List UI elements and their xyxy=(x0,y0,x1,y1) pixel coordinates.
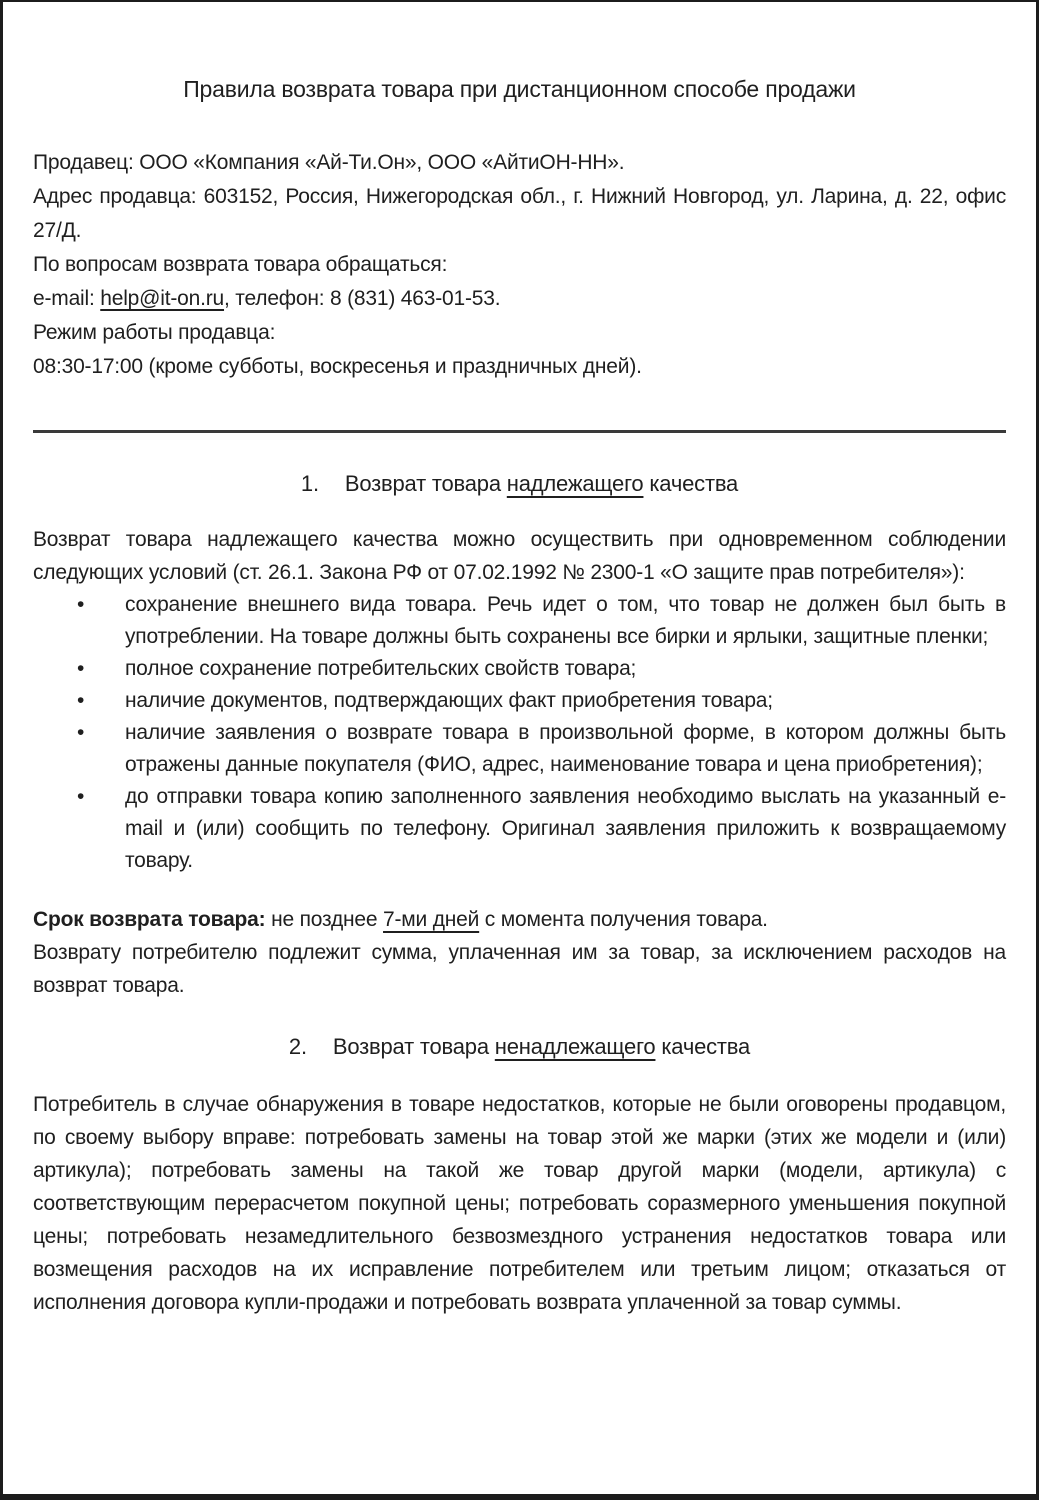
section1-number: 1. xyxy=(300,471,319,496)
section2-title-post: качества xyxy=(655,1034,751,1059)
refund-note-paragraph: Возврату потребителю подлежит сумма, уплаченная им за товар, за исключением расходов на возврат товара. xyxy=(33,941,1006,997)
list-item xyxy=(33,781,1006,877)
phone-text: , телефон: 8 (831) 463-01-53. xyxy=(224,287,501,310)
page-title: Правила возврата товара при дистанционном способе продажи xyxy=(183,76,856,102)
deadline-underlined: 7-ми дней xyxy=(383,908,480,931)
conditions-list xyxy=(33,589,1006,877)
bullet-icon: • xyxy=(77,785,85,808)
bullet-icon: • xyxy=(77,721,85,744)
list-item-text: наличие документов, подтверждающих факт приобретения товара; xyxy=(125,689,773,712)
list-item-text: до отправки товара копию заполненного заявления необходимо выслать на указанный e-mail и (или) сообщить по телефону. Оригинал заявления приложить к возвращаемому товару. xyxy=(125,785,1006,872)
list-item-text: наличие заявления о возврате товара в произвольной форме, в котором должны быть отражены данные покупателя (ФИО, адрес, наименование товара и цена приобретения); xyxy=(125,721,1006,776)
contact-intro-line: По вопросам возврата товара обращаться: xyxy=(33,253,448,276)
list-item-text: полное сохранение потребительских свойств товара; xyxy=(125,657,637,680)
bullet-icon: • xyxy=(77,657,85,680)
list-item-text: сохранение внешнего вида товара. Речь идет о том, что товар не должен был быть в употреблении. На товаре должны быть сохранены все бирки и ярлыки, защитные пленки; xyxy=(125,593,1006,648)
list-item xyxy=(33,653,1006,685)
section2-heading xyxy=(33,1032,1006,1062)
list-item xyxy=(33,589,1006,653)
section1-intro-paragraph: Возврат товара надлежащего качества можно осуществить при одновременном соблюдении следующих условий (ст. 26.1. Закона РФ от 07.02.1992 № 2300-1 «О защите прав потребителя»): xyxy=(33,528,1006,584)
deadline-post: с момента получения товара. xyxy=(479,908,768,931)
list-item xyxy=(33,685,1006,717)
list-item xyxy=(33,717,1006,781)
seller-line: Продавец: ООО «Компания «Ай-Ти.Он», ООО «АйтиОН-НН». xyxy=(33,151,625,174)
email-label: e-mail: xyxy=(33,287,101,310)
return-deadline-line xyxy=(33,903,1006,936)
bullet-icon: • xyxy=(77,689,85,712)
section2-body-paragraph: Потребитель в случае обнаружения в товаре недостатков, которые не были оговорены продавцом, по своему выбору вправе: потребовать замены на товар этой же марки (этих же модели и (или) артикула); потребовать замены на такой же товар другой марки (модели, артикула) с соответствующим перерасчетом покупной цены; потребовать соразмерного уменьшения покупной цены; потребовать незамедлительного безвозмездного устранения недостатков товара или возмещения расходов на их исправление потребителем или третьим лицом; отказаться от исполнения договора купли-продажи и потребовать возврата уплаченной за товар суммы. xyxy=(33,1093,1006,1314)
section1-title-post: качества xyxy=(643,471,739,496)
seller-info-block xyxy=(33,146,1006,384)
email-link[interactable]: help@it-on.ru xyxy=(100,287,225,310)
section2-title-pre: Возврат товара xyxy=(332,1034,495,1059)
contact-line xyxy=(33,282,1006,316)
seller-address-line: Адрес продавца: 603152, Россия, Нижегородская обл., г. Нижний Новгород, ул. Ларина, д. 22, офис 27/Д. xyxy=(33,185,1006,242)
deadline-pre: не позднее xyxy=(265,908,384,931)
section1-heading xyxy=(33,469,1006,499)
deadline-label: Срок возврата товара: xyxy=(33,908,266,931)
section2-title-underlined: ненадлежащего xyxy=(494,1034,656,1059)
section2-number: 2. xyxy=(288,1034,307,1059)
section1-title-underlined: надлежащего xyxy=(506,471,644,496)
document-content xyxy=(3,74,1036,1319)
hours-value-line: 08:30-17:00 (кроме субботы, воскресенья и праздничных дней). xyxy=(33,355,642,378)
separator-line xyxy=(33,430,1006,433)
section1-title-pre: Возврат товара xyxy=(344,471,507,496)
bullet-icon: • xyxy=(77,593,85,616)
hours-label-line: Режим работы продавца: xyxy=(33,321,276,344)
